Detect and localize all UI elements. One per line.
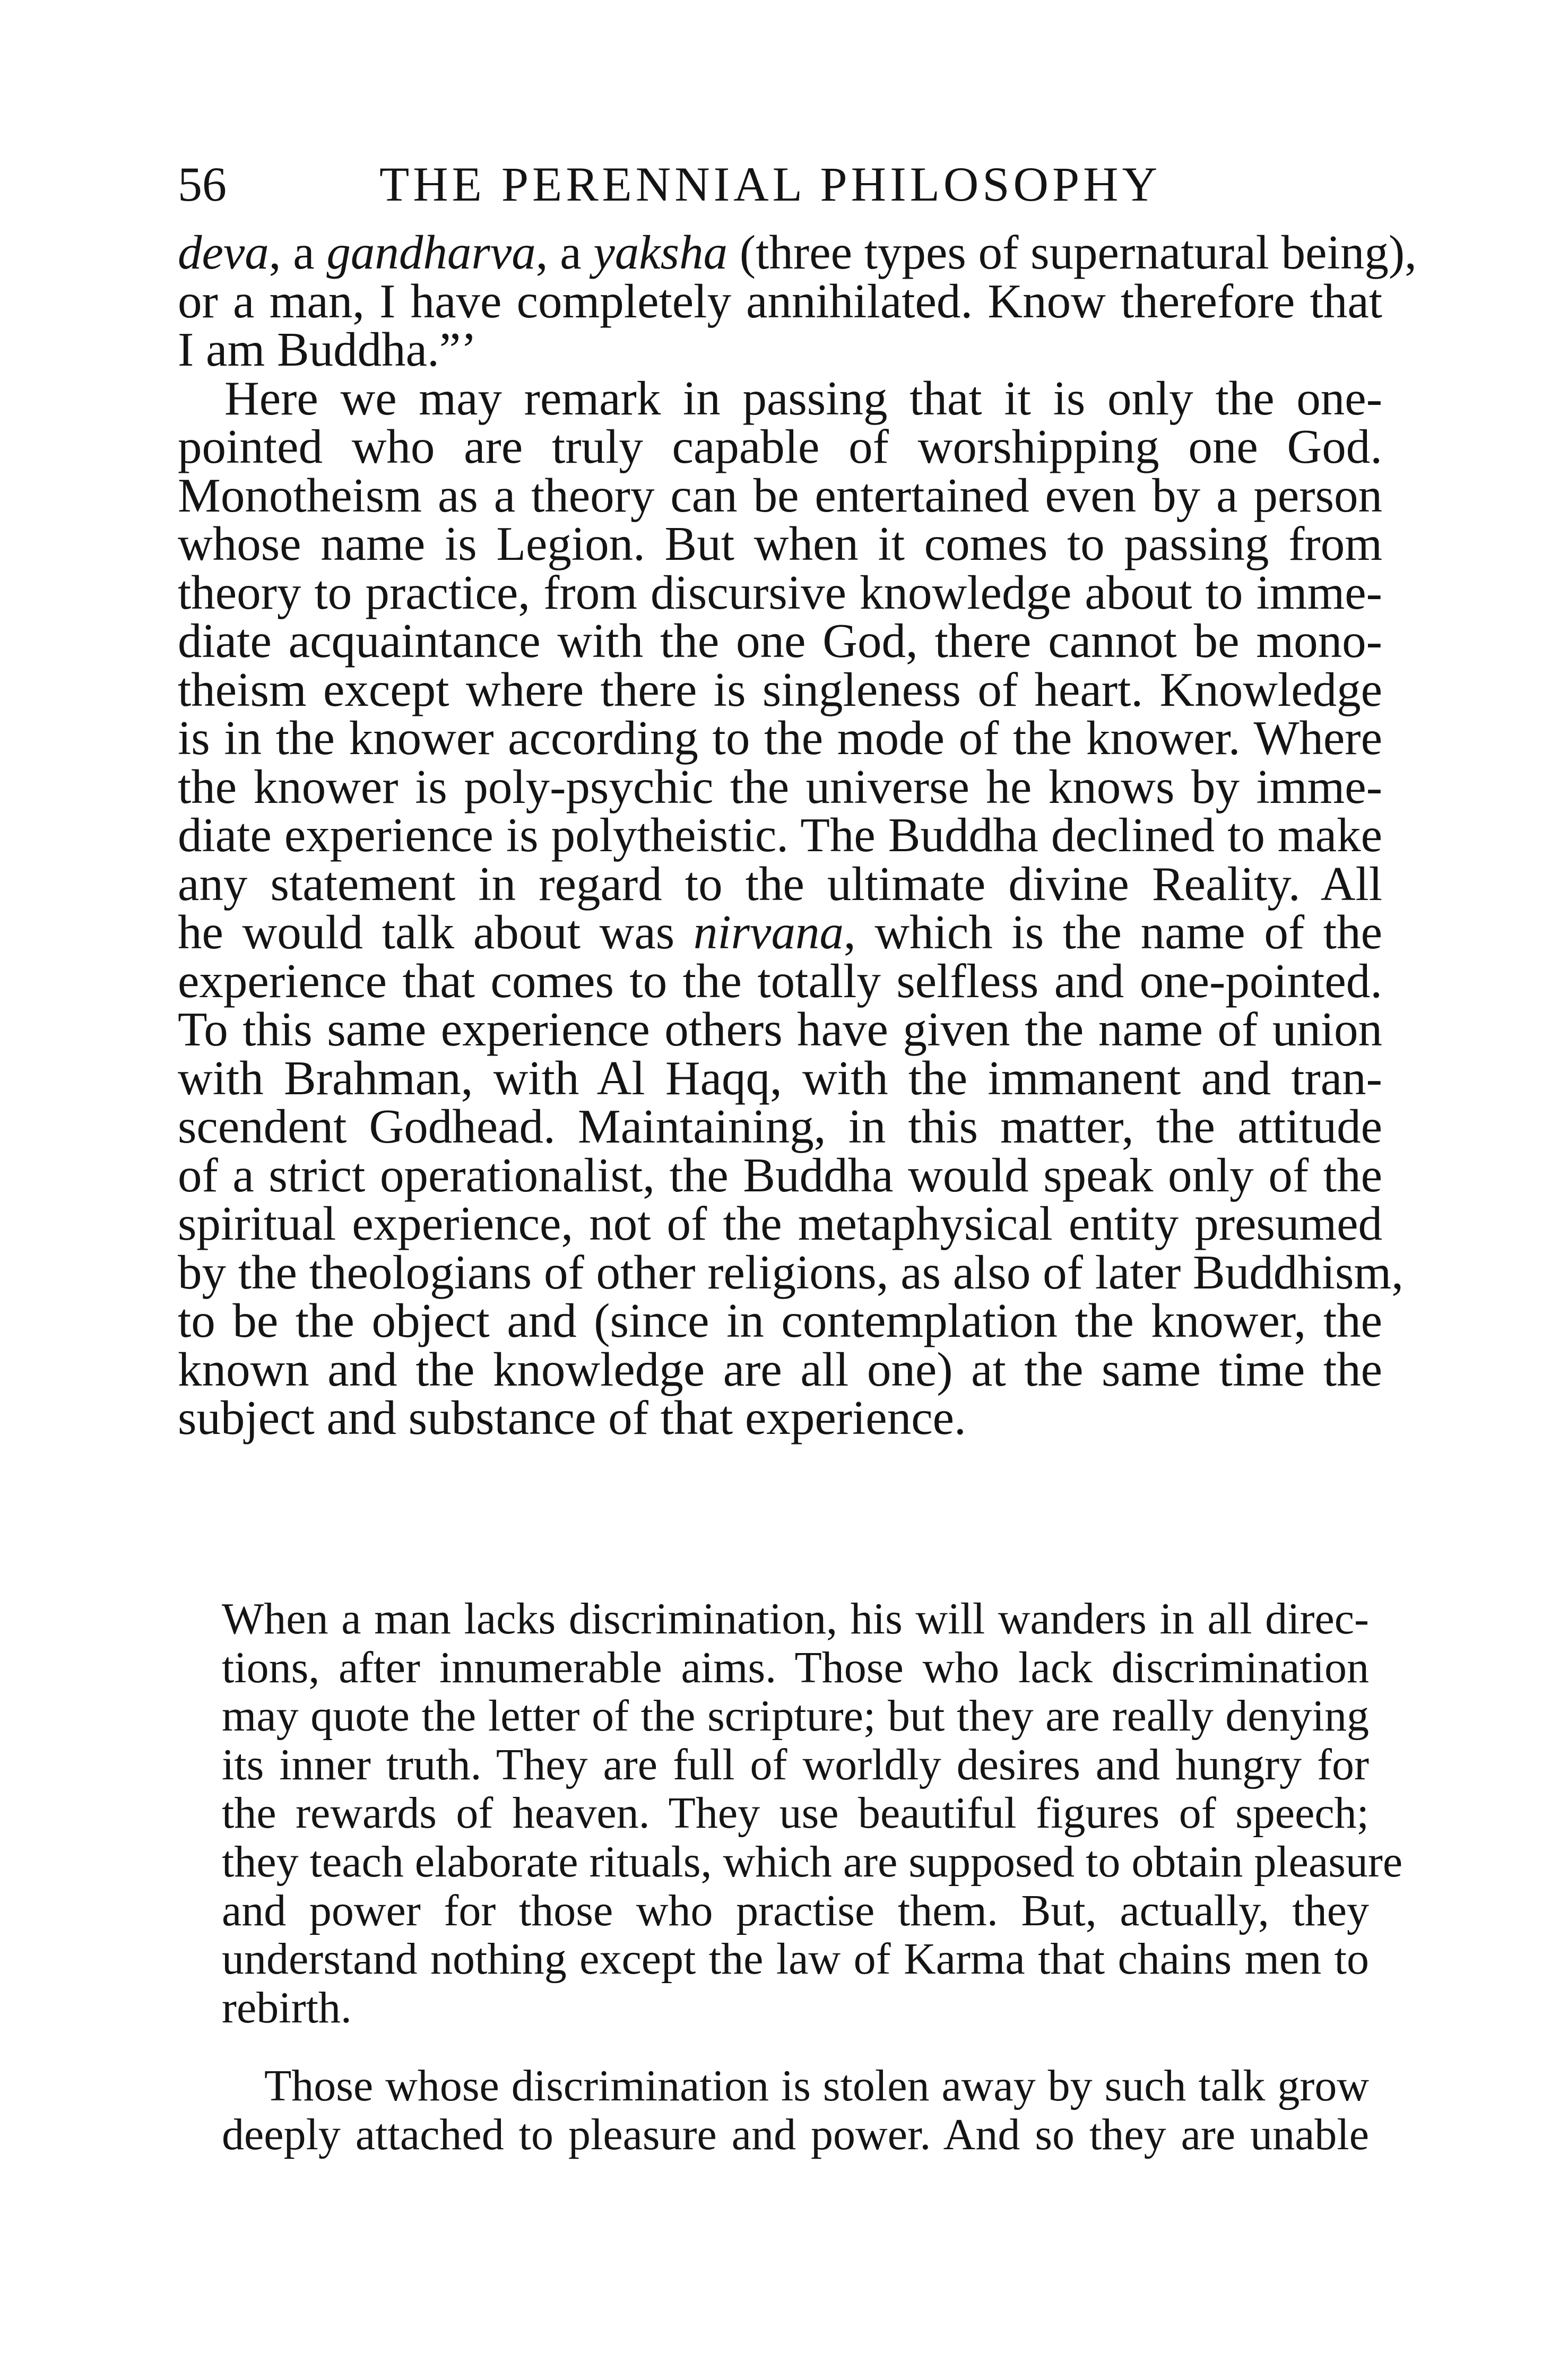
italic-term: gandharva xyxy=(326,226,536,279)
body-line: To this same experience others have given the name of union xyxy=(178,1002,1382,1056)
text-run: he would talk about was xyxy=(178,905,694,959)
body-line: scendent Godhead. Maintaining, in this matter, the attitude xyxy=(178,1100,1382,1153)
italic-term: deva xyxy=(178,226,269,279)
body-line: or a man, I have completely annihilated. Know therefore that xyxy=(178,274,1382,328)
body-line: experience that comes to the totally selfless and one-pointed. xyxy=(178,954,1382,1008)
body-line: subject and substance of that experience. xyxy=(178,1391,966,1445)
body-line: I am Buddha.”’ xyxy=(178,323,477,376)
text-run: (three types of supernatural being), xyxy=(727,226,1417,279)
body-line: theory to practice, from discursive knowledge about to imme- xyxy=(178,565,1382,619)
quote-line: and power for those who practise them. But, actually, they xyxy=(222,1885,1369,1935)
body-line: with Brahman, with Al Haqq, with the immanent and tran- xyxy=(178,1051,1382,1105)
quote-line: When a man lacks discrimination, his will wanders in all direc- xyxy=(222,1594,1369,1644)
body-line: theism except where there is singleness of heart. Knowledge xyxy=(178,662,1382,716)
running-title: THE PERENNIAL PHILOSOPHY xyxy=(379,157,1162,211)
quote-line: its inner truth. They are full of worldly desires and hungry for xyxy=(222,1740,1369,1789)
text-run: , which is the name of the xyxy=(843,905,1382,959)
body-line: any statement in regard to the ultimate divine Reality. All xyxy=(178,857,1382,911)
italic-term: yaksha xyxy=(593,226,728,279)
body-line: whose name is Legion. But when it comes to passing from xyxy=(178,517,1382,570)
quote-line: understand nothing except the law of Karma that chains men to xyxy=(222,1934,1369,1984)
body-line: diate experience is polytheistic. The Buddha declined to make xyxy=(178,808,1382,862)
body-text xyxy=(178,226,1417,1445)
quote-line: Those whose discrimination is stolen away by such talk grow xyxy=(264,2061,1369,2111)
quote-line: may quote the letter of the scripture; but they are really denying xyxy=(222,1691,1369,1741)
text-run: , a xyxy=(535,226,594,279)
body-line: Here we may remark in passing that it is only the one- xyxy=(224,371,1382,425)
page-number: 56 xyxy=(178,157,227,211)
body-line: Monotheism as a theory can be entertained even by a person xyxy=(178,468,1382,522)
quote-line: they teach elaborate rituals, which are supposed to obtain pleasure xyxy=(222,1837,1403,1887)
running-head xyxy=(178,155,1388,213)
paragraph-gap xyxy=(222,2032,1369,2062)
body-line: is in the knower according to the mode of the knower. Where xyxy=(178,711,1382,765)
body-line: known and the knowledge are all one) at the same time the xyxy=(178,1342,1382,1396)
body-line: pointed who are truly capable of worshipping one God. xyxy=(178,420,1382,473)
body-line: spiritual experience, not of the metaphysical entity presumed xyxy=(178,1197,1382,1250)
quote-line: deeply attached to pleasure and power. And so they are unable xyxy=(222,2109,1369,2159)
body-line xyxy=(178,226,1417,279)
body-line: of a strict operationalist, the Buddha would speak only of the xyxy=(178,1148,1382,1202)
quote-line: tions, after innumerable aims. Those who lack discrimination xyxy=(222,1642,1369,1692)
block-quote xyxy=(222,1594,1403,2159)
quote-line: the rewards of heaven. They use beautiful figures of speech; xyxy=(222,1788,1369,1838)
body-line xyxy=(178,905,1382,959)
text-run: , a xyxy=(268,226,327,279)
body-line: the knower is poly-psychic the universe he knows by imme- xyxy=(178,759,1382,814)
body-line: to be the object and (since in contemplation the knower, the xyxy=(178,1294,1382,1347)
quote-line: rebirth. xyxy=(222,1983,352,2032)
body-line: by the theologians of other religions, as also of later Buddhism, xyxy=(178,1245,1404,1299)
body-line: diate acquaintance with the one God, there cannot be mono- xyxy=(178,614,1382,668)
italic-term: nirvana xyxy=(693,905,844,959)
